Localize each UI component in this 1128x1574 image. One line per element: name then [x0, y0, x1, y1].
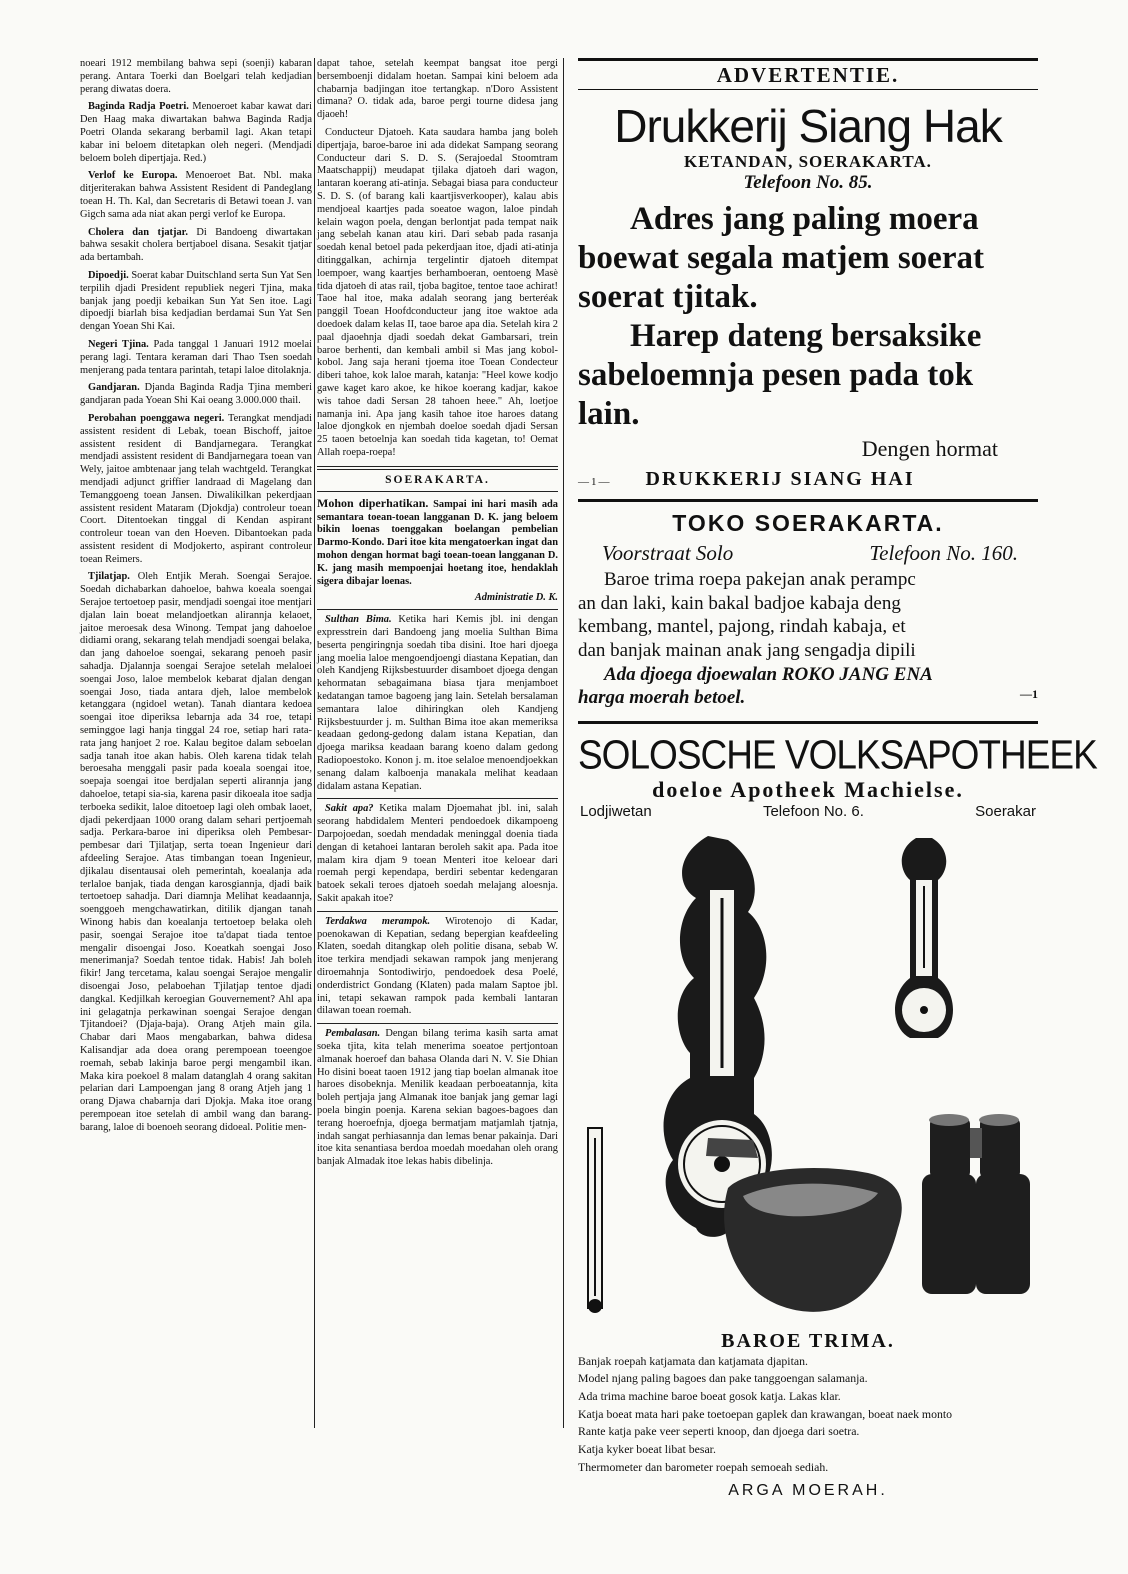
barometer-right-illustration	[895, 838, 953, 1038]
apotheek-product-item: Banjak roepah katjamata dan katjamata djapitan.	[578, 1353, 808, 1368]
apotheek-telefoon: Telefoon No. 6.	[762, 802, 864, 820]
article-dipoedji	[80, 270, 312, 334]
article-tjilatjap	[80, 571, 312, 1134]
toko-line: kembang, mantel, pajong, rindah kabaja, et	[578, 616, 906, 638]
divider	[317, 1023, 558, 1024]
drukkerij-line: sabeloemnja pesen pada tok	[578, 357, 974, 394]
apotheek-product-item: Thermometer dan barometer roepah semoeah sediah.	[578, 1459, 829, 1474]
ad-number: —1—	[578, 475, 612, 488]
article-continuation: dapat tahoe, setelah keempat bangsat itoe pergi bersemboenji didalam hoetan. Sampai kini beloem ada chabarnja badjingan itoe tertangkap. n'Doro Assistent dimana? O. tidak ada, baroe pergi tourne didesa jang djaoeh!	[317, 58, 558, 121]
apotheek-product-item: Katja kyker boeat libat besar.	[578, 1442, 716, 1457]
article-body: Menoeroet kabar kawat dari Den Haag maka diwartakan bahwa Baginda Radja Poetri Olanda sekarang berbamil lagi. Akan tetapi kabar ini beloem ditetapkan oleh negeri. (Mendjadi beloem boleh dipertjaja. Red.)	[80, 101, 312, 164]
drukkerij-line: Harep dateng bersaksike	[630, 318, 982, 355]
drukkerij-line: lain.	[578, 395, 640, 432]
toko-name: TOKO SOERAKARTA.	[672, 509, 944, 536]
article-body: Oleh Entjik Merah. Soengai Serajoe. Soedah dichabarkan dahoeloe, bahwa koeala soengai Serajoe tertoetoep pasir, mendjadi soengai itoe mentjari djalan lain boeat melandjoetkan alirannja kelaoet, jaitoe meroesak desa Winong. Tempat jang dahoeloe didiami orang, sekarang telah mendjadi soengai belaka, dan jang dahoeloe soengai, sekarang penoeh pasir sahadja. Djalannja soengai Serajoe setelah melaloei soengai Joso, laloe membelok kebarat djalan dengan soengai Joso, tiada antara djeh, laloe membelok ketanggara (ngidoel wetan). Tanah diantara kedoea soengai itoe diperiksa lebarnja ada 34 roe, tetapi seminggoe lagi hanja tinggal 24 roe, setiap hari rata-rata jang hanjoet 2 roe. Kalau begitoe dalam seboelan sadja tanah itoe akan habis. Oleh karena tidak telah beroesaha menggali pasir pada koeala soengai itoe, soepaja soengai itoe berdjalan seperti alirannja jang dahoeloe, tetapi sia-sia, karena pasir dikoeala itoe sadja terboeka sedikit, laloe ditoetoep lagi oleh ombak laoet, djadi pekerdjaan 1000 orang dalam sehari pertjoemah sadja. Perkara-baroe ini diperiksa oleh Pembesar-pembesar dari Tjilatjap, serta toean Ingenieur dari afdeeling Serajoe. Atas timbangan toean Ingenieur, djikalau disentausai oleh pemerintah, koealanja ada terlaloe banjak, tiada dengan karosgiannja, djadi baik tertoetoep sahadja. Dari diamnja Melihat keadaannja, soenggoeh mengchawatirkan, ditilik djangan tanah Winong habis dan koealanja tertoetoep belaka oleh pasir, soengai Serajoe itoe ta'dapat tiada tentoe mengalir disoengai Joso. Koeatkah soengai Joso menerimanja? Soedah tentoe tidak. Habis! Jah boleh fikir! Jang tercetama, kalau soengai Serajoe mengalir disoengai Joso, pelaboehan Tjilatjap tentoe djadi dangkal. Kedjilkah keroegian Gouvernement? Ahl apa ini gelagatnja perkawinan soengai Serajoe dengan Tjitandoei? (Djaja-baja). Orang Atjeh main gila. Chabar dari Maos mengabarkan, bahwa didesa Kalisandjar ada doea orang perempoean toeengoe roemah, sebab lakinja baroe pergi mengambil ikan. Maka kira poekoel 8 malam datanglah 4 orang sakitan pelarian dari Lampoengan jang 8 orang Atjeh jang 1 orang Djawa chabarnja dari Djokja. Maka itoe orang perempoean itoe setelah di ambil wang dan barang-barang, laloe di boenoeh seorang didoeal. Politie men-	[80, 571, 312, 1133]
toko-telefoon: Telefoon No. 160.	[869, 540, 1018, 565]
binoculars-illustration	[922, 1114, 1030, 1294]
article-body: Terangkat mendjadi assistent resident di Lebak, toean Bischoff, jaitoe assistent resident di Bandjarnegara. Terangkat mendjadi assistent resident di Bandjarnegara toean van Wely, jaitoe ambtenaar jang telah wachtgeld. Terangkat mendjadi adjunct griffier landraad di Magelang dan Temanggoeng toean Jansen. Diwalikilkan pekerdjaan assistent resident Mataram (Djokdja) controleur toean Coort. Ditentoekan tinggal di Kendan aspirant controleur toean van den Hoeven. Dibantoekan pada assistent resident di Modjokerto, aspirant controleur toean Reimers.	[80, 412, 312, 565]
drukkerij-line: boewat segala matjem soerat	[578, 240, 984, 277]
column-1	[80, 58, 312, 1426]
toko-line: an dan laki, kain bakal badjoe kabaja deng	[578, 592, 901, 614]
apotheek-name: SOLOSCHE VOLKSAPOTHEEK	[578, 731, 1097, 777]
apotheek-city: Soerakar	[975, 802, 1036, 820]
article-body: Wirotenojo di Kadar, poenokawan di Kepatian, sedang bepergian keafdeeling Klaten, soedah ditangkap oleh politie disana, sebab W. itoe terkira mendjadi sekawan rampok jang menjerang diroemahnja Sontodiwirjo, pendoedoek desa Poelé, onderdistrict Gondang (Klaten) pada malam Saptoe jbl. ini, tetapi sekawan rampok pada kembali lantaran dilawan toean roemah.	[317, 915, 558, 1017]
apotheek-sub: doeloe Apotheek Machielse.	[652, 776, 964, 802]
notice-body: Sampai ini hari masih ada semantara toean-toean langganan D. K. jang beloem bikin loenas toenggakan boelangan pembelian Darmo-Kondo. Dari itoe kita mengatoerkan ingat dan mohon dengan hormat bagi toean-toean langganan D. K. jang masih mempoenjai hoetang itoe, hendaklah sigera dibajar loenas.	[317, 498, 559, 587]
apotheek-product-list	[578, 1353, 1038, 1477]
article-headline: Negeri Tjina.	[88, 338, 149, 350]
drukkerij-address: KETANDAN, SOERAKARTA.	[684, 152, 932, 172]
advertentie-header: ADVERTENTIE.	[578, 58, 1038, 90]
toko-line: Ada djoega djoewalan ROKO JANG ENA	[604, 663, 933, 685]
article-body: Menoeroet Bat. Nbl. maka ditjeriterakan bahwa Assistent Resident di Pandeglang toean H. Th. Kal, dan Secretaris di Betawi toean J. van Gigch sama ada niat akan pergi verlof ke Europa.	[80, 170, 312, 220]
toko-line: dan banjak mainan anak jang sengadja dipili	[578, 640, 916, 662]
advertisement-column	[578, 58, 1097, 1500]
toko-last-row	[578, 687, 1038, 709]
article-gandjaran	[80, 382, 312, 408]
article-headline: Perobahan poenggawa negeri.	[88, 412, 225, 424]
article-body: Djanda Baginda Radja Tjina memberi gandjaran pada Yoean Shi Kai oeang 3.000.000 thail.	[80, 382, 312, 407]
article-intro: noeari 1912 membilang bahwa sepi (soenji) kabaran perang. Antara Toerki dan Boelgari telah kedjadian perang diwatas doera.	[80, 58, 312, 95]
ad-divider	[578, 721, 1038, 724]
article-baginda	[80, 101, 312, 165]
apotheek-product-item: Katja boeat mata hari pake toetoepan gaplek dan krawangan, boeat naek monto	[578, 1406, 953, 1421]
toko-line: harga moerah betoel.	[578, 686, 746, 708]
article-body: Di Bandoeng diwartakan bahwa sesakit cholera bertjaboel disana. Sesakit tjatjar ada bertambah.	[80, 226, 312, 264]
article-body: Soerat kabar Duitschland serta Sun Yat Sen terpilih djadi President republiek negeri Tjina, maka banjak jang poedji kebaikan Sun Yat Sen itoe. Lagi dipoedji biarlah bisa kedjadian berdamai Sun Yat Sen dengan Yoean Shi Kai.	[80, 269, 312, 333]
ad-divider	[578, 499, 1038, 502]
article-headline: Sulthan Bima.	[325, 614, 392, 626]
article-sulthan	[317, 614, 558, 793]
notice-signature: Administratie D. K.	[474, 592, 558, 604]
divider	[317, 609, 558, 610]
apotheek-product-item: Ada trima machine baroe boeat gosok katja. Lakas klar.	[578, 1389, 841, 1404]
drukkerij-signature: DRUKKERIJ SIANG HAI	[645, 467, 915, 490]
divider	[317, 911, 558, 912]
article-headline: Verlof ke Europa.	[88, 170, 178, 182]
drukkerij-signature-row	[578, 468, 1038, 491]
column-divider	[563, 58, 564, 1428]
article-headline: Pembalasan.	[325, 1028, 381, 1040]
article-body: Ketika hari Kemis jbl. ini dengan expresstrein dari Bandoeng jang moelia Sulthan Bima beserta pengiringnja soedah tiba disini. Itoe hari djoega jang moelia laloe mengoendjoengi diastana Kepatian, dan oleh Kandjeng Rijksbestuurder disamboet djoega dengan kehormatan sebagaimana biasa tjara menjamboet kedatangan tamoe bagoeng jang lain. Setelah bersalaman semantara laloe dihiringkan oleh Kandjeng Rijksbestuurder j. m. Sulthan Bima itoe akan memeriksa keadaan gedong-gedong dalam istana Kepatian, dan djoega mariksa keadaan barang koeno dalam gedong Radiopoestoko. Konon j. m. itoe selaloe menoendjoekkan senang dalam kalboenja manakala melihat keadaan didalam astana Kepatian.	[317, 614, 558, 792]
article-headline: Sakit apa?	[325, 803, 374, 815]
article-sakit	[317, 803, 558, 905]
section-heading: SOERAKARTA.	[385, 473, 490, 486]
article-headline: Tjilatjap.	[88, 571, 130, 583]
article-verlof	[80, 170, 312, 221]
apotheek-illustration	[578, 828, 1038, 1328]
notice-block	[317, 496, 558, 589]
drukkerij-name: Drukkerij Siang Hak	[614, 100, 1002, 152]
article-pembalasan	[317, 1028, 558, 1169]
drukkerij-body	[578, 200, 1038, 434]
apotheek-engraving	[578, 828, 1038, 1328]
drukkerij-telefoon: Telefoon No. 85.	[743, 172, 873, 194]
apotheek-signature: ARGA MOERAH.	[728, 1482, 888, 1500]
divider	[317, 798, 558, 799]
drukkerij-greeting: Dengen hormat	[861, 435, 998, 461]
drukkerij-line: Adres jang paling moera	[630, 201, 979, 238]
article-headline: Cholera dan tjatjar.	[88, 226, 188, 238]
article-body: Ketika malam Djoemahat jbl. ini, salah seorang habdidalem Menteri pendoedoek dikampoeng Darpojoedan, soedah mendadak meninggal doenia tiada dengan di ketahoei lantaran beroleh sakit apa. Pada itoe malam kira djam 9 toean Menteri itoe keloear dari roemah pergi kependapa, berdiri sebentar kedengaran batoek sekali teroes djatoeh soedah melajang aloesnja. Sakit apakah itoe?	[317, 803, 558, 904]
apotheek-product-item: Rante katja pake veer seperti knoop, dan djoega dari soetra.	[578, 1424, 860, 1439]
toko-street: Voorstraat Solo	[602, 540, 734, 565]
article-cholera	[80, 227, 312, 265]
article-body: Dengan bilang terima kasih sarta amat soeka tjita, kita telah menerima soeatoe pertjontoan almanak hoeroef dan bahasa Olanda dari N. V. Sie Dhian Ho disini boeat taoen 1912 jang tiap boelan almanak itoe haroes disobeknja. Menilik keadaan perboeatannja, kita boleh pertjaja jang Almanak itoe banjak jang gemar lagi poela bingin poenja. Karena sekian bagoes-bagoes dan terang hoeroefnja, djoega bermatjam matjamlah tjatnja, indah sangat perhiasannja dan lemas benar pakainja. Dari itoe kita senantiasa berdoa moedah moedahan oleh orang banjak Almadak itoe lekas habis dibelinja.	[317, 1028, 558, 1168]
apotheek-baroe-trima: BAROE TRIMA.	[721, 1329, 895, 1352]
article-headline: Dipoedji.	[88, 269, 129, 281]
article-headline: Terdakwa merampok.	[325, 915, 431, 927]
toko-info-row	[578, 537, 1038, 566]
column-2	[317, 58, 558, 1426]
article-headline: Baginda Radja Poetri.	[88, 101, 189, 113]
section-rule	[317, 466, 558, 470]
toko-body	[578, 568, 1038, 687]
toko-line: Baroe trima roepa pakejan anak perampc	[604, 568, 916, 590]
apotheek-location: Lodjiwetan	[580, 802, 652, 820]
drukkerij-line: soerat tjitak.	[578, 279, 758, 316]
article-body: Pada tanggal 1 Januari 1912 moelai perang lagi. Tentara keraman dari Thao Tsen soedah menjerang pada tentara parintah, tetapi laloe ditolaknja.	[80, 338, 312, 376]
article-tjina	[80, 339, 312, 377]
article-headline: Gandjaran.	[88, 382, 140, 394]
column-divider	[314, 58, 315, 1428]
article-perobahan	[80, 413, 312, 567]
section-rule	[317, 491, 558, 492]
notice-title: Mohon diperhatikan.	[317, 495, 429, 510]
article-terdakwa	[317, 916, 558, 1018]
article-conducteur: Conducteur Djatoeh. Kata saudara hamba jang boleh dipertjaja, baroe-baroe ini ada didekat Sampang seorang Conducteur dari S. D. S. (Serajoedal Stoomtram Maatschappij) meudapat tjilaka djatoeh dari wagon, lantaran koerang ati-atinja. Sebagai biasa para conducteur S. D. S. (of barang kali kaartjisverkooper), kalau abis mendjoeal kaartjes pada soeatoe wagon, laloe pindah kelain wagon poela, dengan berlontjat pada tempat naik jang sebelah kanan atau kiri. Dari sebab pada rasanja soedah kenal betoel pada pekerdjaan itoe, djadi ati-atinja ditinggalkan, achirnja tergelintir djatoeh ditempat loempoer, wang kaartjes berhamboeran, oentoeng Masè tida djatoeh di atas rail, tjoba bagitoe, tentoe taoe achirat! Taoe hal itoe, maka adalah seorang jang berteréak panggil Toean Hoofdconducteur jang itoe waktoe ada doedoek dalam kelas II, taoe baroe apa dia. Setelah kira 2 paal djaoehnja djadi soedah dekat Gambarsari, trein baroe berhenti, dan kembali ambil si Mas jang kobol-kobol. Jang saja herani tjoema itoe Toean Condecteur diberi tahoe, kok laloe marah, katanja: "Heel kowe kodjo gawe kaget karo akoe, ke hikoe koerang kadjar, kakoe wis tahoe dadi Sersan 28 tahoen heee." Ah, loetjoe namanja ini. Apa jang kasih tahoe itoe haroes datang laloe djongkok en njembah doeloe soedah djadi Sersan 25 taoen betoelnja kan soedah tida kagetan, to! Oemat Allah roepa-roepa!	[317, 126, 558, 458]
ad-number: —1	[1020, 686, 1038, 701]
thermometer-illustration	[588, 1128, 602, 1313]
apotheek-product-item: Model njang paling bagoes dan pake tanggoengan salamanja.	[578, 1371, 868, 1386]
apotheek-info-row	[578, 803, 1038, 820]
